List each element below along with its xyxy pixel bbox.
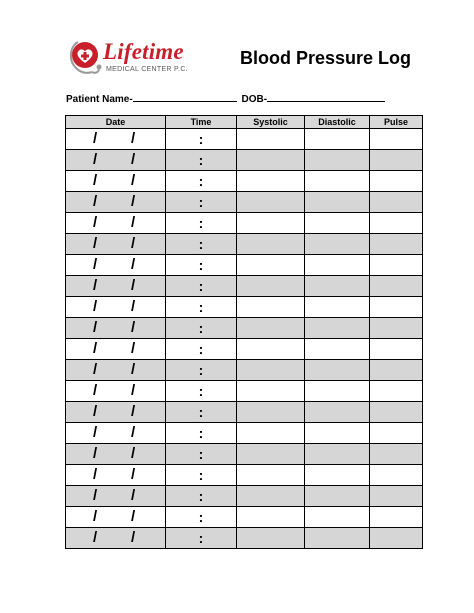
header-diastolic: Diastolic: [305, 116, 370, 129]
diastolic-cell[interactable]: [305, 360, 370, 381]
time-cell[interactable]: [166, 213, 237, 234]
systolic-cell[interactable]: [237, 213, 305, 234]
table-row: [66, 339, 423, 360]
date-separator: /: [131, 508, 136, 525]
date-separator: /: [93, 277, 98, 294]
blood-pressure-log-table: [65, 115, 423, 549]
table-row: [66, 423, 423, 444]
systolic-cell[interactable]: [237, 528, 305, 549]
time-separator: :: [198, 404, 204, 420]
time-separator: :: [198, 488, 204, 504]
time-separator: :: [198, 236, 204, 252]
date-separator: /: [93, 214, 98, 231]
pulse-cell[interactable]: [370, 276, 423, 297]
diastolic-cell[interactable]: [305, 255, 370, 276]
pulse-cell[interactable]: [370, 255, 423, 276]
diastolic-cell[interactable]: [305, 381, 370, 402]
date-cell[interactable]: [66, 339, 166, 360]
diastolic-cell[interactable]: [305, 486, 370, 507]
systolic-cell[interactable]: [237, 423, 305, 444]
date-cell[interactable]: [66, 234, 166, 255]
systolic-cell[interactable]: [237, 171, 305, 192]
time-separator: :: [198, 152, 204, 168]
date-separator: /: [131, 130, 136, 147]
diastolic-cell[interactable]: [305, 465, 370, 486]
systolic-cell[interactable]: [237, 297, 305, 318]
date-separator: /: [131, 298, 136, 315]
time-separator: :: [198, 530, 204, 546]
patient-info-line: [66, 92, 385, 105]
dob-field[interactable]: [267, 92, 385, 102]
date-cell[interactable]: [66, 465, 166, 486]
time-cell[interactable]: [166, 276, 237, 297]
date-separator: /: [93, 466, 98, 483]
systolic-cell[interactable]: [237, 150, 305, 171]
pulse-cell[interactable]: [370, 213, 423, 234]
systolic-cell[interactable]: [237, 339, 305, 360]
table-row: [66, 213, 423, 234]
table-row: [66, 360, 423, 381]
date-separator: /: [93, 151, 98, 168]
systolic-cell[interactable]: [237, 444, 305, 465]
diastolic-cell[interactable]: [305, 234, 370, 255]
date-separator: /: [131, 424, 136, 441]
pulse-cell[interactable]: [370, 402, 423, 423]
table-row: [66, 507, 423, 528]
pulse-cell[interactable]: [370, 297, 423, 318]
date-separator: /: [131, 361, 136, 378]
table-row: [66, 486, 423, 507]
date-separator: /: [93, 382, 98, 399]
date-cell[interactable]: [66, 402, 166, 423]
table-row: [66, 444, 423, 465]
table-row: [66, 276, 423, 297]
lifetime-logo: [66, 36, 186, 82]
systolic-cell[interactable]: [237, 318, 305, 339]
diastolic-cell[interactable]: [305, 297, 370, 318]
diastolic-cell[interactable]: [305, 192, 370, 213]
date-separator: /: [131, 445, 136, 462]
time-separator: :: [198, 173, 204, 189]
date-cell[interactable]: [66, 528, 166, 549]
time-cell[interactable]: [166, 255, 237, 276]
table-row: [66, 381, 423, 402]
date-separator: /: [93, 256, 98, 273]
date-separator: /: [93, 508, 98, 525]
header-time: Time: [166, 116, 237, 129]
time-separator: :: [198, 194, 204, 210]
date-separator: /: [131, 277, 136, 294]
diastolic-cell[interactable]: [305, 276, 370, 297]
pulse-cell[interactable]: [370, 444, 423, 465]
systolic-cell[interactable]: [237, 507, 305, 528]
time-separator: :: [198, 446, 204, 462]
date-separator: /: [131, 172, 136, 189]
time-separator: :: [198, 320, 204, 336]
time-separator: :: [198, 299, 204, 315]
time-separator: :: [198, 257, 204, 273]
date-separator: /: [93, 298, 98, 315]
time-separator: :: [198, 131, 204, 147]
time-cell[interactable]: [166, 192, 237, 213]
time-separator: :: [198, 383, 204, 399]
date-cell[interactable]: [66, 360, 166, 381]
pulse-cell[interactable]: [370, 339, 423, 360]
diastolic-cell[interactable]: [305, 507, 370, 528]
date-separator: /: [93, 424, 98, 441]
diastolic-cell[interactable]: [305, 213, 370, 234]
time-cell[interactable]: [166, 297, 237, 318]
table-row: [66, 255, 423, 276]
systolic-cell[interactable]: [237, 402, 305, 423]
time-cell[interactable]: [166, 339, 237, 360]
date-separator: /: [131, 235, 136, 252]
date-separator: /: [93, 445, 98, 462]
table-row: [66, 234, 423, 255]
date-separator: /: [93, 529, 98, 546]
time-cell[interactable]: [166, 507, 237, 528]
time-separator: :: [198, 278, 204, 294]
time-cell[interactable]: [166, 129, 237, 150]
date-cell[interactable]: [66, 318, 166, 339]
pulse-cell[interactable]: [370, 486, 423, 507]
logo-subtitle: MEDICAL CENTER P.C.: [106, 66, 188, 73]
systolic-cell[interactable]: [237, 465, 305, 486]
table-row: [66, 150, 423, 171]
date-separator: /: [131, 214, 136, 231]
date-separator: /: [93, 340, 98, 357]
systolic-cell[interactable]: [237, 276, 305, 297]
pulse-cell[interactable]: [370, 528, 423, 549]
pulse-cell[interactable]: [370, 360, 423, 381]
time-cell[interactable]: [166, 171, 237, 192]
diastolic-cell[interactable]: [305, 423, 370, 444]
date-separator: /: [93, 403, 98, 420]
date-separator: /: [131, 487, 136, 504]
date-separator: /: [93, 193, 98, 210]
time-cell[interactable]: [166, 150, 237, 171]
diastolic-cell[interactable]: [305, 528, 370, 549]
time-cell[interactable]: [166, 465, 237, 486]
date-separator: /: [131, 529, 136, 546]
diastolic-cell[interactable]: [305, 444, 370, 465]
date-separator: /: [131, 319, 136, 336]
date-cell[interactable]: [66, 192, 166, 213]
time-cell[interactable]: [166, 402, 237, 423]
logo-name: Lifetime: [103, 39, 184, 64]
date-separator: /: [93, 361, 98, 378]
time-separator: :: [198, 215, 204, 231]
diastolic-cell[interactable]: [305, 339, 370, 360]
systolic-cell[interactable]: [237, 486, 305, 507]
date-cell[interactable]: [66, 486, 166, 507]
date-separator: /: [131, 340, 136, 357]
date-cell[interactable]: [66, 381, 166, 402]
table-row: [66, 129, 423, 150]
date-cell[interactable]: [66, 129, 166, 150]
table-row: [66, 171, 423, 192]
diastolic-cell[interactable]: [305, 150, 370, 171]
time-separator: :: [198, 362, 204, 378]
date-separator: /: [93, 130, 98, 147]
date-cell[interactable]: [66, 444, 166, 465]
pulse-cell[interactable]: [370, 171, 423, 192]
diastolic-cell[interactable]: [305, 318, 370, 339]
pulse-cell[interactable]: [370, 318, 423, 339]
table-row: [66, 192, 423, 213]
dob-label: DOB-: [241, 94, 268, 105]
date-cell[interactable]: [66, 171, 166, 192]
table-header-row: [66, 116, 423, 129]
systolic-cell[interactable]: [237, 360, 305, 381]
date-separator: /: [93, 487, 98, 504]
systolic-cell[interactable]: [237, 129, 305, 150]
time-cell[interactable]: [166, 318, 237, 339]
log-body: [66, 129, 423, 549]
pulse-cell[interactable]: [370, 465, 423, 486]
systolic-cell[interactable]: [237, 381, 305, 402]
date-cell[interactable]: [66, 423, 166, 444]
time-cell[interactable]: [166, 234, 237, 255]
systolic-cell[interactable]: [237, 255, 305, 276]
pulse-cell[interactable]: [370, 423, 423, 444]
diastolic-cell[interactable]: [305, 129, 370, 150]
date-cell[interactable]: [66, 150, 166, 171]
header-pulse: Pulse: [370, 116, 423, 129]
patient-name-label: Patient Name-: [66, 94, 133, 105]
time-cell[interactable]: [166, 528, 237, 549]
time-separator: :: [198, 467, 204, 483]
date-cell[interactable]: [66, 507, 166, 528]
time-cell[interactable]: [166, 423, 237, 444]
date-cell[interactable]: [66, 213, 166, 234]
table-row: [66, 465, 423, 486]
date-separator: /: [131, 403, 136, 420]
pulse-cell[interactable]: [370, 150, 423, 171]
time-separator: :: [198, 425, 204, 441]
pulse-cell[interactable]: [370, 381, 423, 402]
date-cell[interactable]: [66, 276, 166, 297]
time-separator: :: [198, 509, 204, 525]
date-separator: /: [131, 193, 136, 210]
date-separator: /: [131, 151, 136, 168]
date-separator: /: [93, 319, 98, 336]
date-separator: /: [93, 172, 98, 189]
date-separator: /: [131, 466, 136, 483]
diastolic-cell[interactable]: [305, 402, 370, 423]
table-row: [66, 297, 423, 318]
table-row: [66, 528, 423, 549]
time-cell[interactable]: [166, 360, 237, 381]
pulse-cell[interactable]: [370, 192, 423, 213]
systolic-cell[interactable]: [237, 192, 305, 213]
time-cell[interactable]: [166, 381, 237, 402]
patient-name-field[interactable]: [133, 92, 237, 102]
header-date: Date: [66, 116, 166, 129]
pulse-cell[interactable]: [370, 129, 423, 150]
page-title: Blood Pressure Log: [240, 48, 412, 68]
heart-stethoscope-logo-icon: [66, 36, 104, 80]
date-separator: /: [131, 382, 136, 399]
date-separator: /: [93, 235, 98, 252]
date-cell[interactable]: [66, 297, 166, 318]
date-separator: /: [131, 256, 136, 273]
date-cell[interactable]: [66, 255, 166, 276]
time-cell[interactable]: [166, 444, 237, 465]
pulse-cell[interactable]: [370, 507, 423, 528]
time-cell[interactable]: [166, 486, 237, 507]
pulse-cell[interactable]: [370, 234, 423, 255]
systolic-cell[interactable]: [237, 234, 305, 255]
diastolic-cell[interactable]: [305, 171, 370, 192]
table-row: [66, 402, 423, 423]
table-row: [66, 318, 423, 339]
time-separator: :: [198, 341, 204, 357]
header-systolic: Systolic: [237, 116, 305, 129]
